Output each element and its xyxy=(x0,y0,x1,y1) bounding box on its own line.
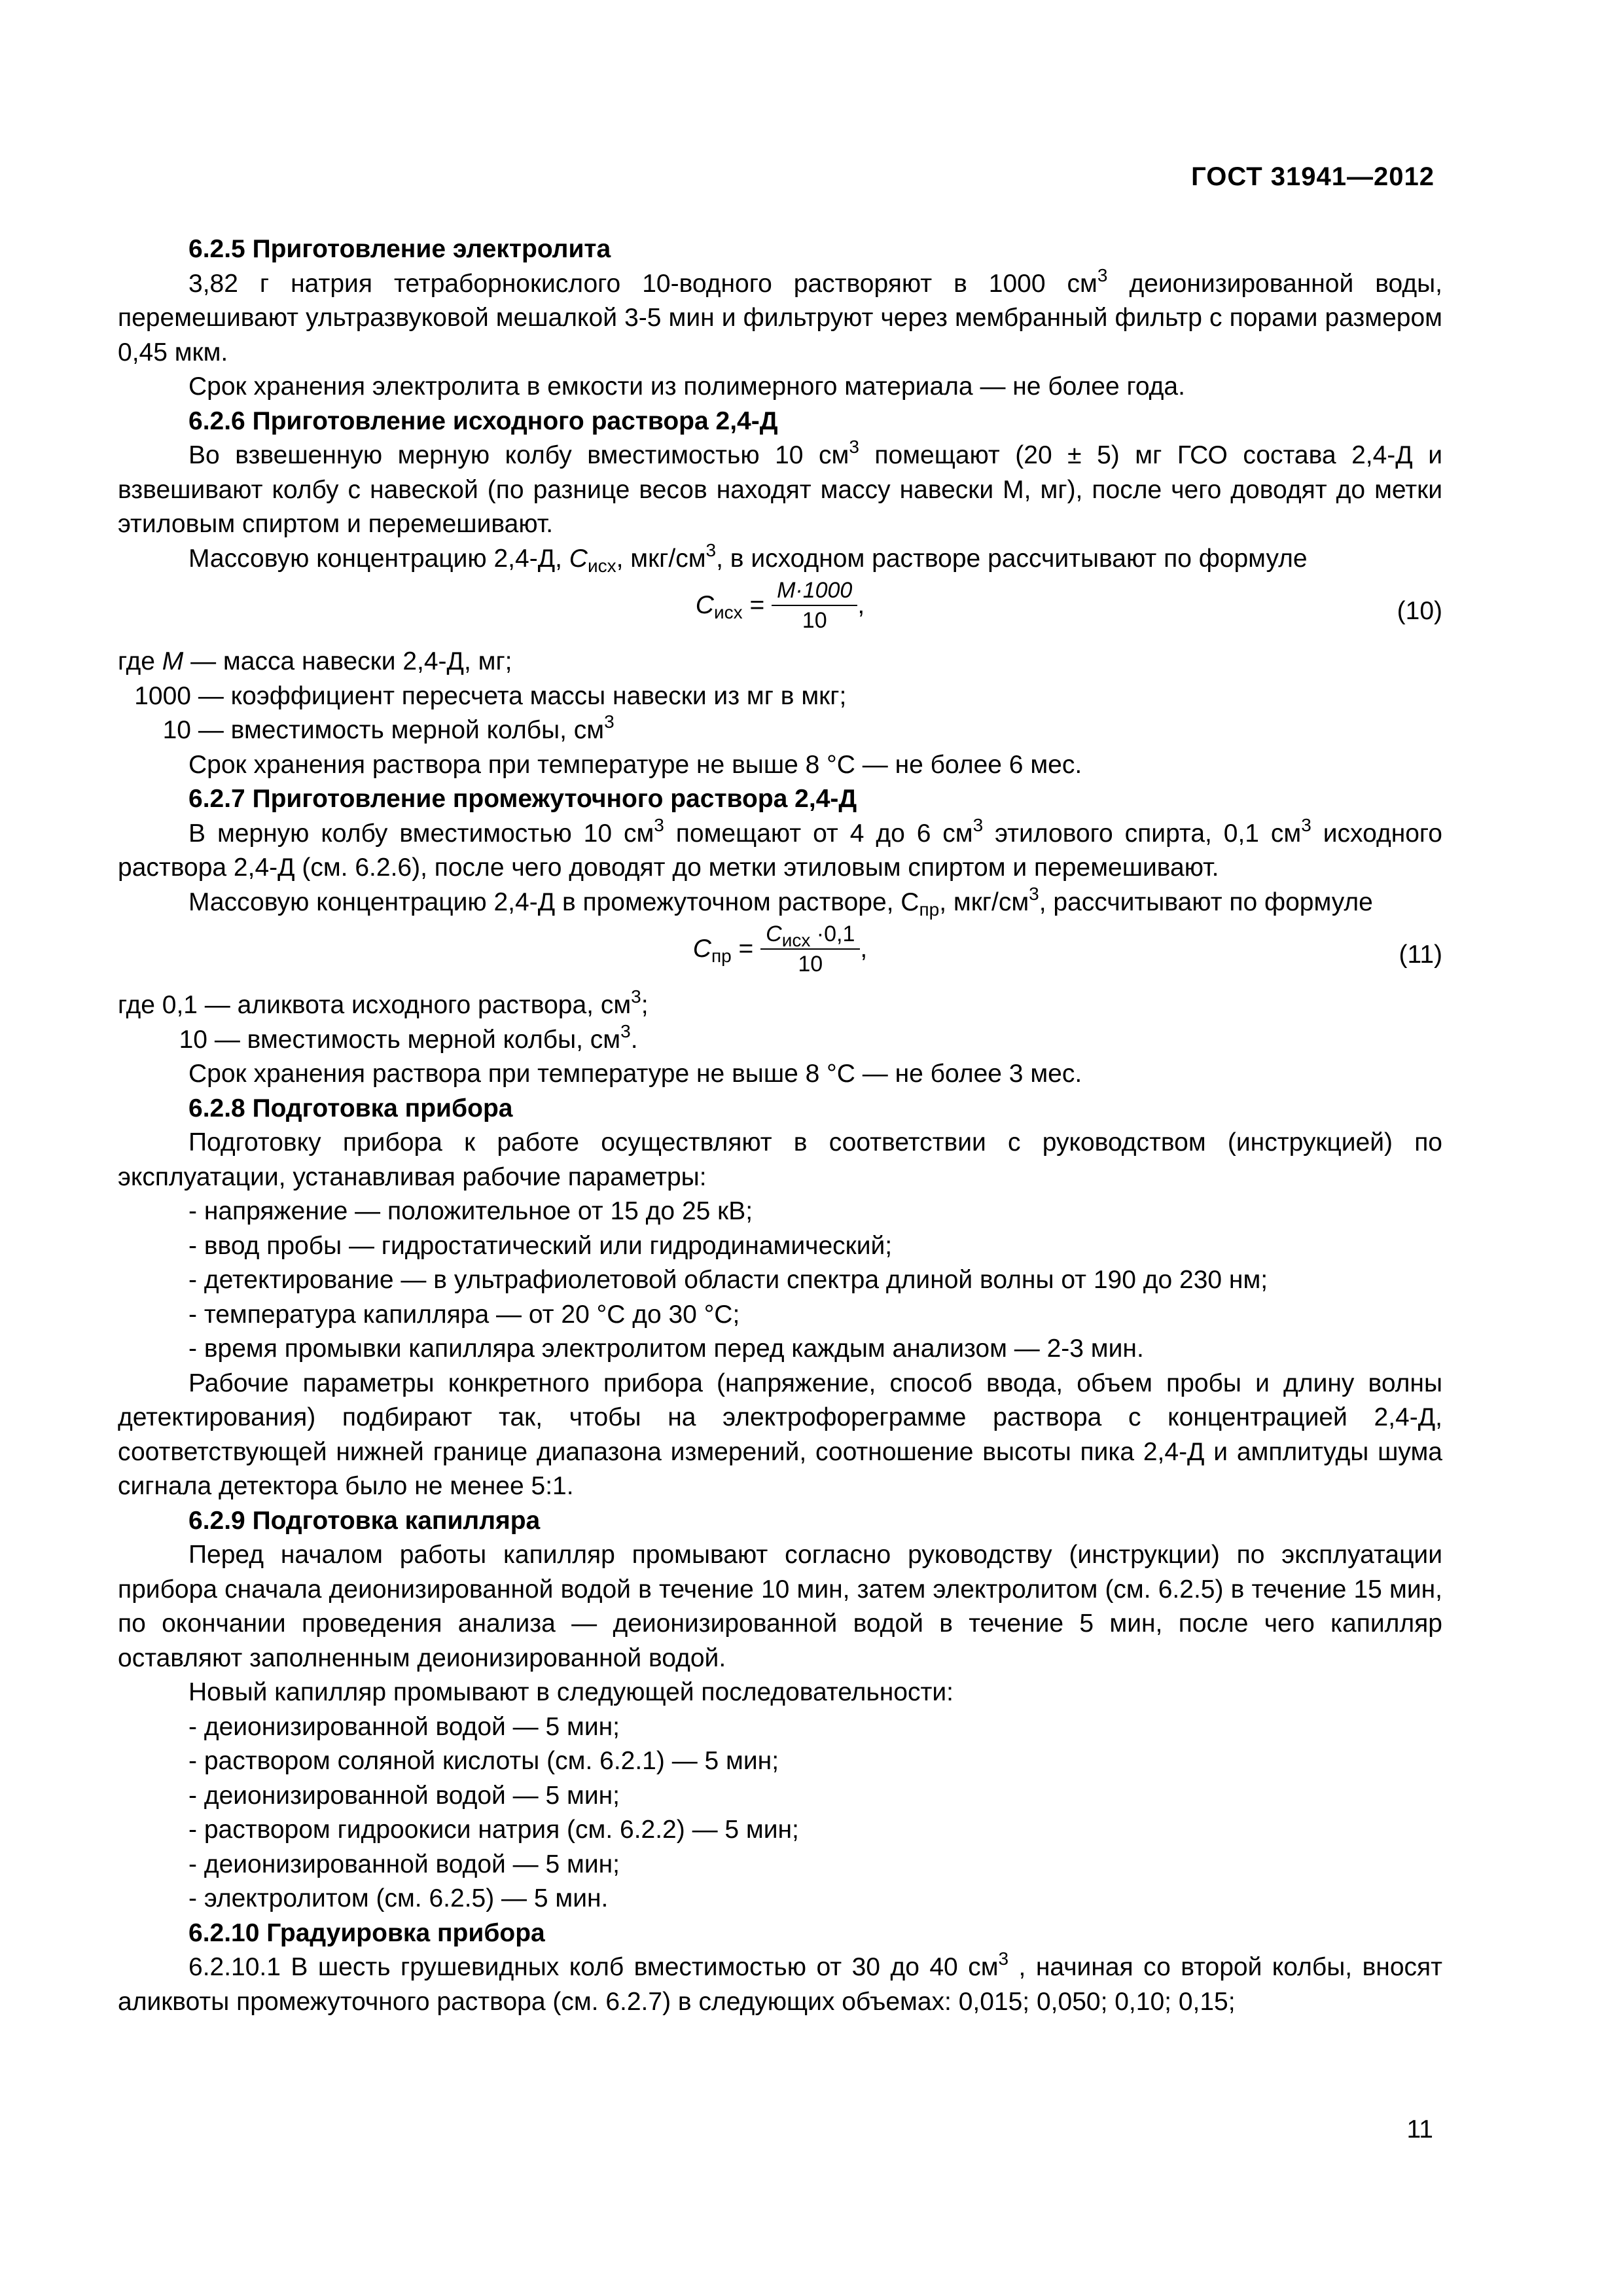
paragraph: Новый капилляр промывают в следующей последовательности: xyxy=(188,1678,954,1706)
text: ·0,1 xyxy=(810,922,855,946)
text: — масса навески 2,4-Д, мг; xyxy=(183,647,512,675)
definition xyxy=(118,1020,1442,1058)
paragraph: Срок хранения раствора при температуре не выше 8 °С — не более 6 мес. xyxy=(188,750,1082,779)
equals-sign: = xyxy=(742,590,772,619)
list-item: - раствором гидроокиси натрия (см. 6.2.2) — 5 мин; xyxy=(188,1816,799,1844)
numerator xyxy=(760,920,860,950)
section-6-2-10-heading: 6.2.10 Градуировка прибора xyxy=(188,1918,545,1947)
superscript: 3 xyxy=(972,814,984,835)
text: , рассчитывают по формуле xyxy=(1039,888,1373,916)
superscript: 3 xyxy=(654,814,664,835)
section-6-2-9-heading: 6.2.9 Подготовка капилляра xyxy=(188,1506,541,1535)
section-6-2-7-heading: 6.2.7 Приготовление промежуточного раствора 2,4-Д xyxy=(188,785,857,813)
page-content xyxy=(118,232,1442,2019)
where-clause xyxy=(118,988,1442,1023)
symbol: M xyxy=(162,647,184,675)
paragraph xyxy=(118,264,1442,370)
paragraph xyxy=(118,883,1442,920)
definition xyxy=(118,679,1442,714)
paragraph xyxy=(118,1950,1442,2019)
text: помещают (20 ± 5) мг ГСО состава 2,4-Д и взвешивают колбу с навеской (по разнице весов находят массу навески М, мг), после чего доводят до метки этиловым спиртом и перемешивают. xyxy=(118,441,1442,538)
list-item: - детектирование — в ультрафиолетовой области спектра длиной волны от 190 до 230 нм; xyxy=(188,1266,1268,1294)
formula-lhs xyxy=(695,590,772,622)
text: , в исходном растворе рассчитывают по формуле xyxy=(716,544,1308,573)
formula-expression xyxy=(118,576,1442,635)
formula-expression xyxy=(118,920,1442,978)
subscript: исх xyxy=(587,555,616,576)
text: Массовую концентрацию 2,4-Д, xyxy=(188,544,569,573)
section-6-2-8-heading: 6.2.8 Подготовка прибора xyxy=(188,1094,513,1122)
fraction xyxy=(760,920,860,978)
list-item: - напряжение — положительное от 15 до 25 кВ; xyxy=(188,1197,753,1225)
denominator: 10 xyxy=(802,608,827,633)
paragraph xyxy=(118,814,1442,886)
definition-key: 10 xyxy=(179,1025,207,1054)
definition-key: 1000 xyxy=(134,681,191,710)
subscript: исх xyxy=(781,930,811,950)
formula-tail: , xyxy=(857,590,865,619)
symbol: C xyxy=(695,590,714,619)
formula-10 xyxy=(118,576,1442,645)
section-6-2-5-heading: 6.2.5 Приготовление электролита xyxy=(188,235,611,263)
text: , начиная со второй колбы, вносят аликвоты промежуточного раствора (см. 6.2.7) в следующих объемах: 0,015; 0,050; 0,10; 0,15; xyxy=(118,1953,1442,2016)
formula-number: (11) xyxy=(1399,941,1442,969)
symbol: C xyxy=(766,922,782,946)
paragraph: Перед началом работы капилляр промывают согласно руководству (инструкции) по эксплуатации прибора сначала деионизированной водой в течение 10 мин, затем электролитом (см. 6.2.5) в течение 15 мин, по окончании проведения анализа — деионизированной водой в течение 5 мин, после чего капилляр оставляют заполненным деионизированной водой. xyxy=(118,1541,1442,1672)
text: 6.2.10.1 В шесть грушевидных колб вместимостью от 30 до 40 см xyxy=(188,1953,999,1981)
denominator: 10 xyxy=(798,952,823,977)
list-item: - электролитом (см. 6.2.5) — 5 мин. xyxy=(188,1884,609,1912)
superscript: 3 xyxy=(1097,264,1108,285)
text: где 0,1 — аликвота исходного раствора, см xyxy=(118,991,632,1019)
superscript: 3 xyxy=(620,1020,631,1041)
document-id-header: ГОСТ 31941—2012 xyxy=(1191,162,1435,191)
section-6-2-6-heading: 6.2.6 Приготовление исходного раствора 2,4-Д xyxy=(188,406,778,435)
symbol: C xyxy=(692,934,711,963)
text: помещают от 4 до 6 см xyxy=(664,819,973,848)
list-item: - деионизированной водой — 5 мин; xyxy=(188,1781,620,1810)
list-item: - температура капилляра — от 20 °С до 30 °С; xyxy=(188,1300,740,1329)
text: где xyxy=(118,647,162,675)
superscript: 3 xyxy=(1301,814,1311,835)
superscript: 3 xyxy=(705,539,717,560)
superscript: 3 xyxy=(998,1948,1009,1969)
superscript: 3 xyxy=(849,437,859,457)
paragraph: Срок хранения электролита в емкости из полимерного материала — не более года. xyxy=(188,372,1185,401)
paragraph: Подготовку прибора к работе осуществляют в соответствии с руководством (инструкцией) по эксплуатации, устанавливая рабочие параметры: xyxy=(118,1128,1442,1191)
subscript: пр xyxy=(919,899,940,920)
text: , мкг/см xyxy=(939,888,1029,916)
paragraph xyxy=(118,439,1442,542)
equals-sign: = xyxy=(731,934,761,963)
text: — вместимость мерной колбы, см xyxy=(207,1025,621,1054)
superscript: 3 xyxy=(604,711,615,732)
symbol: C xyxy=(569,544,588,573)
text: , мкг/см xyxy=(616,544,706,573)
text: — вместимость мерной колбы, см xyxy=(191,716,605,744)
fraction xyxy=(772,576,857,635)
text: 3,82 г натрия тетраборнокислого 10-водного растворяют в 1000 см xyxy=(188,269,1097,298)
paragraph xyxy=(118,539,1442,577)
list-item: - раствором соляной кислоты (см. 6.2.1) — 5 мин; xyxy=(188,1747,779,1775)
formula-lhs xyxy=(692,934,761,966)
superscript: 3 xyxy=(1029,883,1039,904)
list-item: - ввод пробы — гидростатический или гидродинамический; xyxy=(188,1231,893,1260)
list-item: - деионизированной водой — 5 мин; xyxy=(188,1712,620,1741)
page-number: 11 xyxy=(1406,2115,1433,2144)
list-item: - деионизированной водой — 5 мин; xyxy=(188,1850,620,1878)
text: этилового спирта, 0,1 см xyxy=(983,819,1302,848)
formula-tail: , xyxy=(860,934,868,963)
paragraph: Рабочие параметры конкретного прибора (напряжение, способ ввода, объем пробы и длину волны детектирования) подбирают так, чтобы на электрофореграмме раствора с концентрацией 2,4-Д, соответствующей нижней границе диапазона измерений, соотношение высоты пика 2,4-Д и амплитуды шума сигнала детектора было не менее 5:1. xyxy=(118,1369,1442,1500)
where-clause xyxy=(118,645,1442,679)
formula-11 xyxy=(118,920,1442,988)
text: исходного раствора 2,4-Д (см. 6.2.6), после чего доводят до метки этиловым спиртом и перемешивают. xyxy=(118,819,1442,882)
subscript: пр xyxy=(711,945,732,966)
text: деионизированной воды, перемешивают ультразвуковой мешалкой 3-5 мин и фильтруют через мембранный фильтр с порами размером 0,45 мкм. xyxy=(118,269,1442,367)
numerator: M·1000 xyxy=(772,576,857,606)
subscript: исх xyxy=(713,601,743,622)
paragraph: Срок хранения раствора при температуре не выше 8 °С — не более 3 мес. xyxy=(188,1060,1082,1088)
text: ; xyxy=(641,991,649,1019)
text: Во взвешенную мерную колбу вместимостью 10 см xyxy=(188,441,849,469)
definition xyxy=(118,713,1442,748)
text: — коэффициент пересчета массы навески из мг в мкг; xyxy=(191,681,847,710)
superscript: 3 xyxy=(631,986,641,1007)
formula-number: (10) xyxy=(1397,597,1442,625)
text: Массовую концентрацию 2,4-Д в промежуточном растворе, С xyxy=(188,888,919,916)
text: . xyxy=(630,1025,638,1054)
definition-key: 10 xyxy=(162,716,191,744)
text: В мерную колбу вместимостью 10 см xyxy=(188,819,654,848)
list-item: - время промывки капилляра электролитом перед каждым анализом — 2-3 мин. xyxy=(188,1335,1144,1363)
